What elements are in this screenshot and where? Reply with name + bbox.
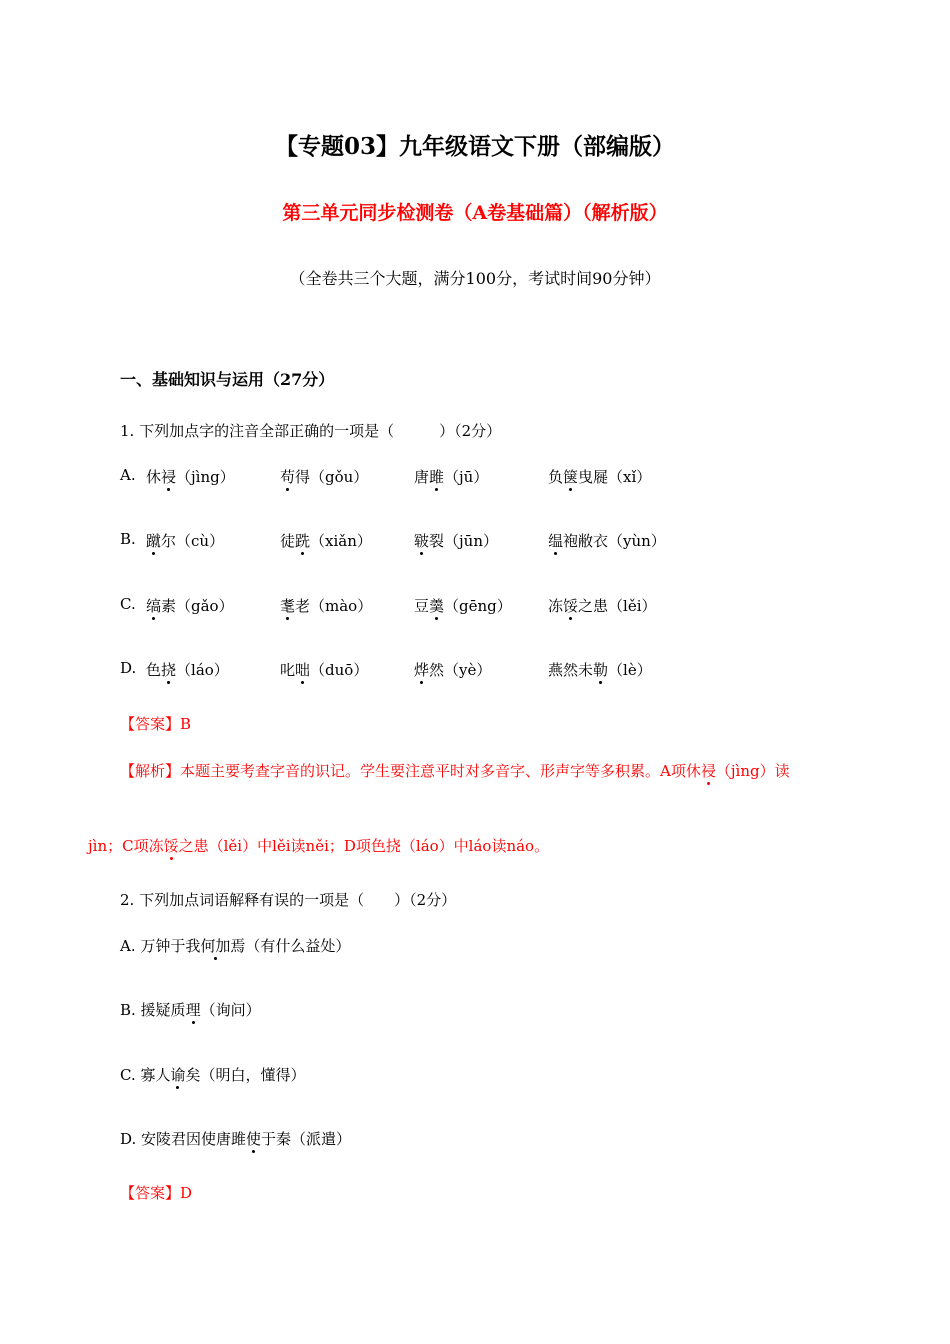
option-item: 缊袍敝衣（yùn） — [548, 532, 666, 550]
option-item: 豆羹（gēng） — [414, 597, 512, 615]
question-2-stem: 2. 下列加点词语解释有误的一项是（ ）（2分） — [120, 891, 457, 909]
option-item: 负箧曳屣（xǐ） — [548, 468, 652, 486]
question-2-answer: 【答案】D — [120, 1184, 193, 1202]
option-label: A. — [120, 466, 136, 484]
option-item: 唐雎（jū） — [414, 468, 489, 486]
option-item: 叱咄（duō） — [280, 661, 369, 679]
question-2-option-b: B. 援疑质理（询问） — [120, 1001, 261, 1019]
option-item: 烨然（yè） — [414, 661, 492, 679]
question-1-analysis-line-2: jìn；C项冻馁之患（lěi）中lěi读něi；D项色挠（láo）中láo读náo。 — [88, 837, 550, 855]
option-item: 燕然未勒（lè） — [548, 661, 652, 679]
option-item: 休祲（jìng） — [146, 468, 235, 486]
option-item: 耄老（mào） — [280, 597, 373, 615]
question-2-option-a: A. 万钟于我何加焉（有什么益处） — [120, 937, 351, 955]
option-item: 色挠（láo） — [146, 661, 229, 679]
question-1-answer: 【答案】B — [120, 715, 192, 733]
exam-note: （全卷共三个大题，满分100分，考试时间90分钟） — [289, 269, 661, 288]
option-item: 徒跣（xiǎn） — [280, 532, 372, 550]
question-2-option-d: D. 安陵君因使唐雎使于秦（派遣） — [120, 1130, 352, 1148]
question-1-stem: 1. 下列加点字的注音全部正确的一项是（ ）（2分） — [120, 422, 502, 440]
option-item: 皲裂（jūn） — [414, 532, 498, 550]
option-item: 蹴尔（cù） — [146, 532, 225, 550]
option-item: 冻馁之患（lěi） — [548, 597, 657, 615]
document-subtitle: 第三单元同步检测卷（A卷基础篇）（解析版） — [282, 202, 668, 224]
option-item: 苟得（gǒu） — [280, 468, 369, 486]
document-title: 【专题03】九年级语文下册（部编版） — [274, 133, 675, 160]
question-2-option-c: C. 寡人谕矣（明白，懂得） — [120, 1066, 306, 1084]
option-label: D. — [120, 659, 137, 677]
option-label: C. — [120, 595, 136, 613]
option-label: B. — [120, 530, 136, 548]
section-heading: 一、基础知识与运用（27分） — [120, 370, 335, 389]
option-item: 缟素（gǎo） — [146, 597, 234, 615]
question-1-analysis-line-1: 【解析】本题主要考查字音的识记。学生要注意平时对多音字、形声字等多积累。A项休祲（jìng）读 — [120, 762, 790, 780]
